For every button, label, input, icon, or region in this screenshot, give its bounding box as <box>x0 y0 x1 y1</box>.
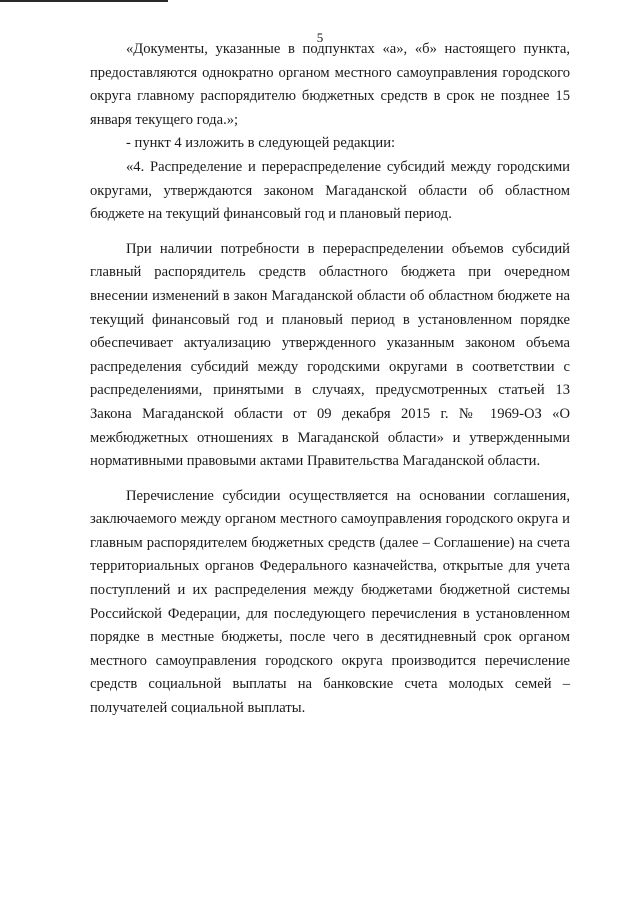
page-number: 5 <box>316 30 324 45</box>
document-body <box>90 38 570 721</box>
scan-edge-mark <box>0 0 168 2</box>
paragraph-redistribution: При наличии потребности в перераспределении объемов субсидий главный распорядитель средств областного бюджета при очередном внесении изменений в закон Магаданской области об областном бюджете на текущий финансовый год и плановый период в установленном порядке обеспечивает актуализацию утвержденного указанным законом объема распределения субсидий между городскими округами в соответствии с распределениями, принятыми в случаях, предусмотренных статьей 13 Закона Магаданской области от 09 декабря 2015 г. № 1969-ОЗ «О межбюджетных отношениях в Магаданской области» и утвержденными нормативными правовыми актами Правительства Магаданской области. <box>90 240 570 470</box>
paragraph-amend-item-4: - пункт 4 изложить в следующей редакции: <box>126 135 396 152</box>
paragraph-item-4-distribution: «4. Распределение и перераспределение субсидий между городскими округами, утверждаются законом Магаданской области об областном бюджете на текущий финансовый год и плановый период. <box>90 158 570 223</box>
paragraph-documents-deadline: «Документы, указанные в подпунктах «а», «б» настоящего пункта, предоставляются однократно органом местного самоуправления городского округа главному распорядителю бюджетных средств в срок не позднее 15 января текущего года.»; <box>90 41 570 128</box>
paragraph-subsidy-transfer: Перечисление субсидии осуществляется на основании соглашения, заключаемого между органом местного самоуправления городского округа и главным распорядителем бюджетных средств (далее – Соглашение) на счета территориальных органов Федерального казначейства, открытые для учета поступлений и их распределения между бюджетами бюджетной системы Российской Федерации, для последующего перечисления в установленном порядке в местные бюджеты, после чего в десятидневный срок органом местного самоуправления городского округа производится перечисление средств социальной выплаты на банковские счета молодых семей – получателей социальной выплаты. <box>90 487 570 717</box>
